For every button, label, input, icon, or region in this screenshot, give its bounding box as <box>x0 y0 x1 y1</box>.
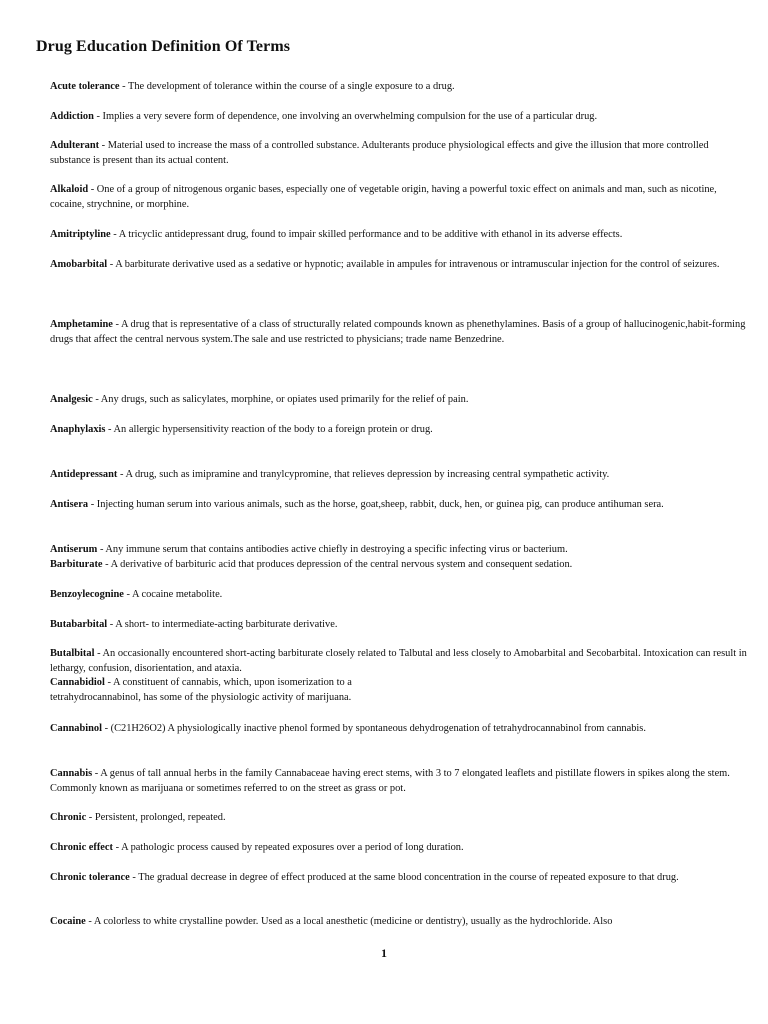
definition-entry <box>50 766 750 796</box>
definition-entry <box>50 422 750 437</box>
definition-entry <box>50 587 750 602</box>
term: Butabarbital <box>50 619 108 630</box>
definition-entry <box>50 317 750 347</box>
term: Amitriptyline <box>50 229 111 240</box>
term: Analgesic <box>50 394 93 405</box>
term: Antisera <box>50 499 89 510</box>
term: Anaphylaxis <box>50 424 106 435</box>
definition-entry <box>50 542 750 557</box>
definition: - Any immune serum that contains antibodies active chiefly in destroying a specific infecting virus or bacterium. <box>97 544 568 555</box>
definition: - A colorless to white crystalline powder. Used as a local anesthetic (medicine or dentistry), usually as the hydrochloride. Also <box>85 916 613 927</box>
definition-entry <box>50 182 750 212</box>
definition: - Injecting human serum into various animals, such as the horse, goat,sheep, rabbit, duck, hen, or guinea pig, can produce antihuman sera. <box>88 499 664 510</box>
definition-entry <box>50 675 430 705</box>
definition-entry <box>50 79 750 94</box>
definition: - A drug, such as imipramine and tranylcypromine, that relieves depression by increasing central sympathetic activity. <box>117 469 610 480</box>
definition: - The development of tolerance within the course of a single exposure to a drug. <box>119 81 455 92</box>
term: Butalbital <box>50 648 95 659</box>
term: Cocaine <box>50 916 86 927</box>
definition: - A tricyclic antidepressant drug, found to impair skilled performance and to be additive with ethanol in its adverse effects. <box>110 229 623 240</box>
definition: - The gradual decrease in degree of effect produced at the same blood concentration in the course of repeated exposure to that drug. <box>129 872 679 883</box>
definition-entry <box>50 392 750 407</box>
definition-entry <box>50 467 750 482</box>
definition: - One of a group of nitrogenous organic bases, especially one of vegetable origin, having a powerful toxic effect on animals and man, such as nicotine, cocaine, strychnine, or morphine. <box>50 184 717 210</box>
page-number: 1 <box>381 946 387 960</box>
definition-entry <box>50 138 750 168</box>
definition: - An occasionally encountered short-acting barbiturate closely related to Talbutal and less closely to Amobarbital and Secobarbital. Intoxication can result in lethargy, confusion, disorientation, and ataxia. <box>50 648 747 674</box>
definition: - A genus of tall annual herbs in the family Cannabaceae having erect stems, with 3 to 7 elongated leaflets and pistillate flowers in spikes along the stem. Commonly known as marijuana or sometimes referred to on the street as grass or pot. <box>50 768 730 794</box>
definition-entry <box>50 914 750 929</box>
definition: - Material used to increase the mass of a controlled substance. Adulterants produce physiological effects and give the illusion that more controlled substance is present than its actual content. <box>50 140 709 166</box>
term: Adulterant <box>50 140 100 151</box>
definition-entry <box>50 257 750 272</box>
definition: - A barbiturate derivative used as a sedative or hypnotic; available in ampules for intravenous or intramuscular injection for the control of seizures. <box>107 259 720 270</box>
definition: - A constituent of cannabis, which, upon isomerization to a tetrahydrocannabinol, has some of the physiologic activity of marijuana. <box>50 677 352 703</box>
term: Barbiturate <box>50 559 103 570</box>
term: Cannabidiol <box>50 677 105 688</box>
term: Cannabinol <box>50 723 102 734</box>
definition-entry <box>50 721 750 736</box>
term: Chronic <box>50 812 87 823</box>
definition: - An allergic hypersensitivity reaction of the body to a foreign protein or drug. <box>105 424 433 435</box>
definition: - A cocaine metabolite. <box>123 589 223 600</box>
definition-entry <box>50 109 750 124</box>
definition: - Persistent, prolonged, repeated. <box>86 812 226 823</box>
definition-entry <box>50 227 750 242</box>
term: Amobarbital <box>50 259 108 270</box>
definition: - A drug that is representative of a class of structurally related compounds known as phenethylamines. Basis of a group of hallucinogenic,habit-forming drugs that affect the central nervous system.The sale and use restricted to physicians; trade name Benzedrine. <box>50 319 746 345</box>
definition-entry <box>50 810 750 825</box>
definition: - (C21H26O2) A physiologically inactive phenol formed by spontaneous dehydrogenation of tetrahydrocannabinol from cannabis. <box>101 723 646 734</box>
term: Acute tolerance <box>50 81 120 92</box>
term: Alkaloid <box>50 184 89 195</box>
definition: - Implies a very severe form of dependence, one involving an overwhelming compulsion for the use of a particular drug. <box>93 111 598 122</box>
definition-entry <box>50 497 750 512</box>
definition-entry <box>50 617 750 632</box>
definition: - A short- to intermediate-acting barbiturate derivative. <box>107 619 338 630</box>
term: Benzoylecognine <box>50 589 124 600</box>
term: Chronic tolerance <box>50 872 130 883</box>
definition: - Any drugs, such as salicylates, morphine, or opiates used primarily for the relief of pain. <box>92 394 469 405</box>
term: Antidepressant <box>50 469 118 480</box>
definition-entry <box>50 840 750 855</box>
term: Chronic effect <box>50 842 113 853</box>
term: Cannabis <box>50 768 93 779</box>
term: Addiction <box>50 111 94 122</box>
definition: - A pathologic process caused by repeated exposures over a period of long duration. <box>113 842 464 853</box>
definition-entry <box>50 646 750 676</box>
definition: - A derivative of barbituric acid that produces depression of the central nervous system and consequent sedation. <box>102 559 573 570</box>
definition-entry <box>50 870 750 885</box>
definition-entry <box>50 557 750 572</box>
term: Antiserum <box>50 544 98 555</box>
term: Amphetamine <box>50 319 113 330</box>
page-title: Drug Education Definition Of Terms <box>36 38 291 55</box>
